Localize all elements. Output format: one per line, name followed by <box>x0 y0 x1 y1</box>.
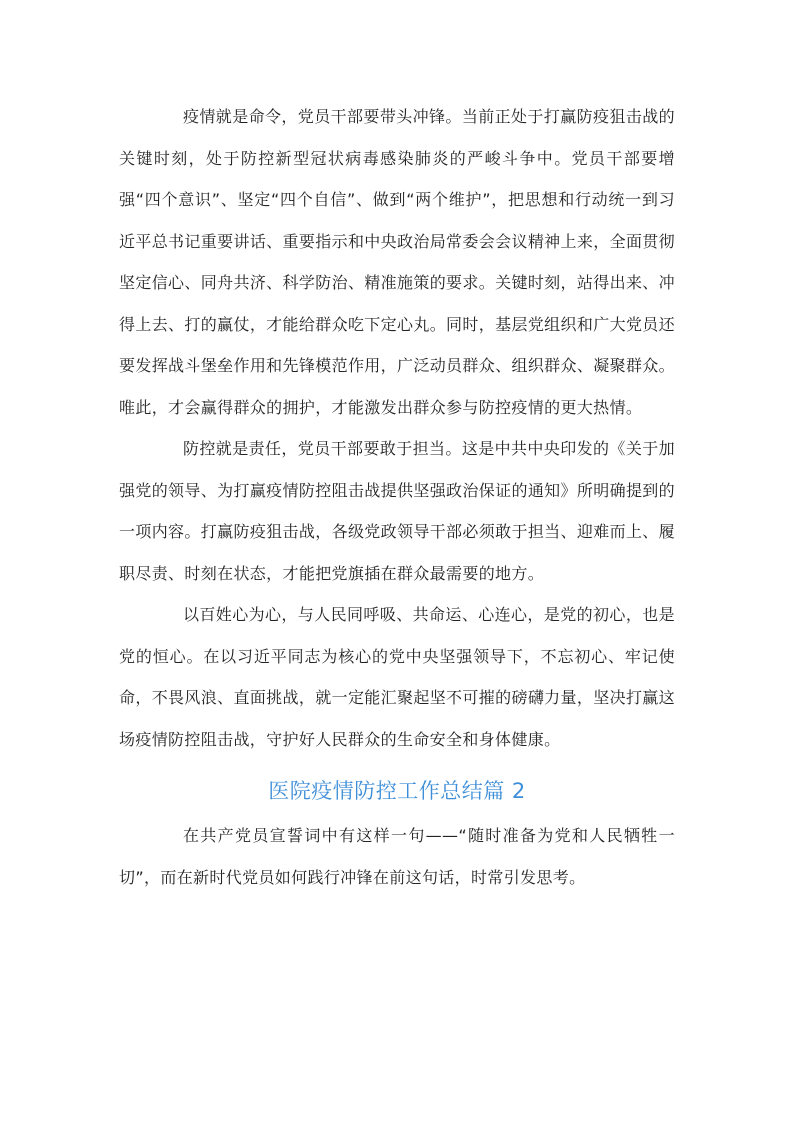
paragraph-people-heart: 以百姓心为心，与人民同呼吸、共命运、心连心，是党的初心，也是党的恒心。在以习近平同志为核心的党中央坚强领导下，不忘初心、牢记使命，不畏风浪、直面挑战，就一定能汇聚起坚不可摧的磅礴力量，坚决打赢这场疫情防控阻击战，守护好人民群众的生命安全和身体健康。 <box>119 605 675 749</box>
paragraph-responsibility: 防控就是责任，党员干部要敢于担当。这是中共中央印发的《关于加强党的领导、为打赢疫情防控阻击战提供坚强政治保证的通知》所明确提到的一项内容。打赢防疫狙击战，各级党政领导干部必须敢于担当、迎难而上、履职尽责、时刻在状态，才能把党旗插在群众最需要的地方。 <box>119 439 675 583</box>
paragraph-oath: 在共产党员宣誓词中有这样一句——“随时准备为党和人民牺牲一切”，而在新时代党员如何践行冲锋在前这句话，时常引发思考。 <box>119 826 675 887</box>
document-body <box>119 96 675 898</box>
paragraph-command: 疫情就是命令，党员干部要带头冲锋。当前正处于打赢防疫狙击战的关键时刻，处于防控新型冠状病毒感染肺炎的严峻斗争中。党员干部要增强“四个意识”、坚定“四个自信”、做到“两个维护”，把思想和行动统一到习近平总书记重要讲话、重要指示和中央政治局常委会会议精神上来，全面贯彻坚定信心、同舟共济、科学防治、精准施策的要求。关键时刻，站得出来、冲得上去、打的赢仗，才能给群众吃下定心丸。同时，基层党组织和广大党员还要发挥战斗堡垒作用和先锋模范作用，广泛动员群众、组织群众、凝聚群众。唯此，才会赢得群众的拥护，才能激发出群众参与防控疫情的更大热情。 <box>119 107 675 417</box>
section-heading: 医院疫情防控工作总结篇 2 <box>268 779 526 803</box>
